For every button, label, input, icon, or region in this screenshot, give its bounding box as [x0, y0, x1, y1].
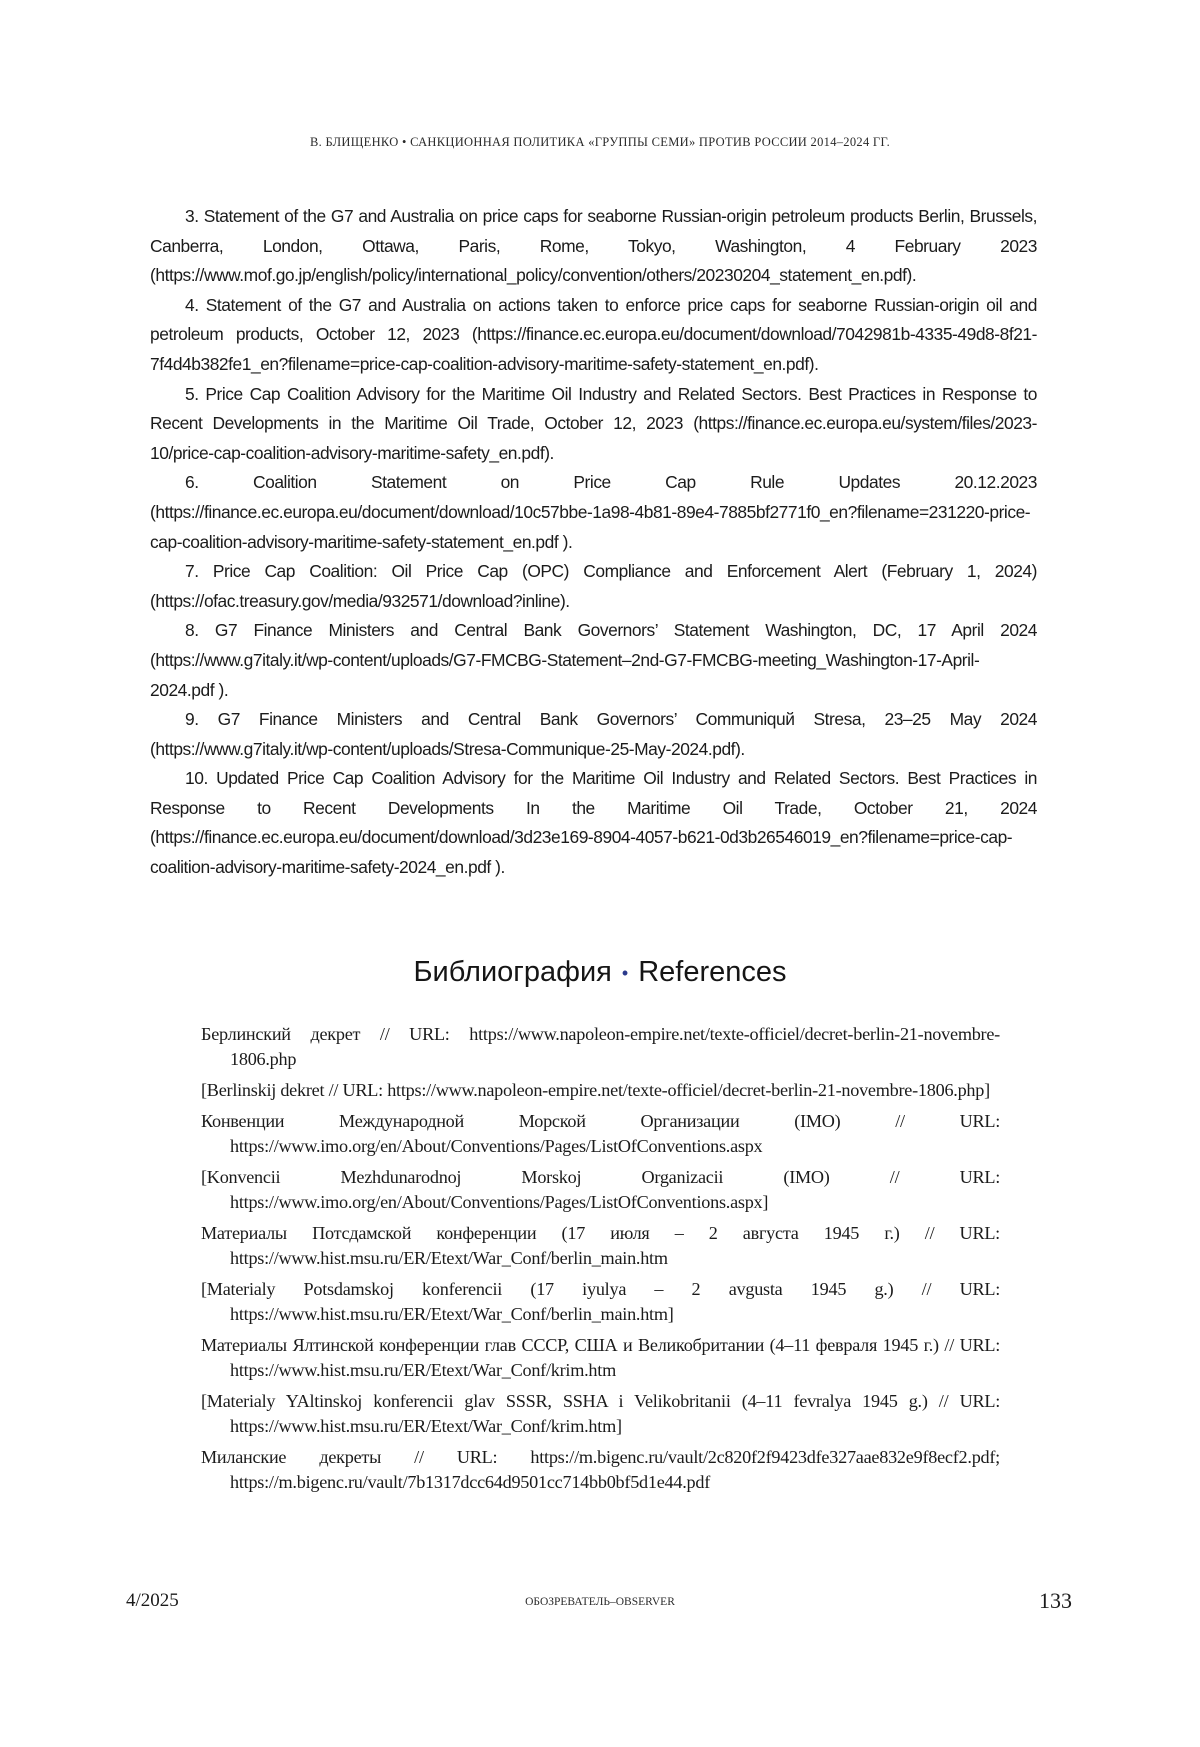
running-head: В. БЛИЩЕНКО • САНКЦИОННАЯ ПОЛИТИКА «ГРУППЫ СЕМИ» ПРОТИВ РОССИИ 2014–2024 ГГ. — [309, 135, 891, 149]
endnote-7: 7. Price Cap Coalition: Oil Price Cap (OPC) Compliance and Enforcement Alert (February 1, 2024) (https://ofac.treasury.gov/media/932571/download?inline). — [150, 561, 1037, 611]
footer-issue: 4/2025 — [126, 1590, 179, 1611]
endnote-6: 6. Coalition Statement on Price Cap Rule Updates 20.12.2023 (https://finance.ec.europa.eu/document/download/10c57bbe-1a98-4b81-89e4-7885bf2771f0_en?filename=231220-price-cap-coalition-advisory-maritime-safety-statement_en.pdf ). — [150, 472, 1037, 552]
reference-entry: [Materialy Potsdamskoj konferencii (17 iyulya – 2 avgusta 1945 g.) // URL: https://www.hist.msu.ru/ER/Etext/War_Conf/berlin_main.htm] — [201, 1279, 1000, 1324]
footer-journal-name: ОБОЗРЕВАТЕЛЬ–OBSERVER — [525, 1596, 675, 1608]
bibliography-heading — [0, 956, 1200, 989]
reference-entry: [Berlinskij dekret // URL: https://www.napoleon-empire.net/texte-officiel/decret-berlin-21-novembre-1806.php] — [201, 1080, 990, 1100]
endnote-10: 10. Updated Price Cap Coalition Advisory for the Maritime Oil Industry and Related Sectors. Best Practices in Response to Recent Developments In the Maritime Oil Trade, October 21, 2024 (https://finance.ec.europa.eu/document/download/3d23e169-8904-4057-b621-0d3b26546019_en?filename=price-cap-coalition-advisory-maritime-safety-2024_en.pdf ). — [150, 768, 1037, 878]
bibliography-heading-en: References — [638, 956, 787, 988]
endnote-9: 9. G7 Finance Ministers and Central Bank Governors’ Communiquй Stresa, 23–25 May 2024 (https://www.g7italy.it/wp-content/uploads/Stresa-Communique-25-May-2024.pdf). — [150, 709, 1037, 759]
endnote-8: 8. G7 Finance Ministers and Central Bank Governors’ Statement Washington, DC, 17 April 2024 (https://www.g7italy.it/wp-content/uploads/G7-FMCBG-Statement–2nd-G7-FMCBG-meeting_Washington-17-April-2024.pdf ). — [150, 620, 1037, 700]
reference-entry: [Materialy YAltinskoj konferencii glav SSSR, SSHA i Velikobritanii (4–11 fevralya 1945 g.) // URL: https://www.hist.msu.ru/ER/Etext/War_Conf/krim.htm] — [201, 1391, 1000, 1436]
endnote-4: 4. Statement of the G7 and Australia on actions taken to enforce price caps for seaborne Russian-origin oil and petroleum products, October 12, 2023 (https://finance.ec.europa.eu/document/download/7042981b-4335-49d8-8f21-7f4d4b382fe1_en?filename=price-cap-coalition-advisory-maritime-safety-statement_en.pdf). — [150, 294, 1037, 374]
endnote-5: 5. Price Cap Coalition Advisory for the Maritime Oil Industry and Related Sectors. Best Practices in Response to Recent Developments in the Maritime Oil Trade, October 12, 2023 (https://finance.ec.europa.eu/system/files/2023-10/price-cap-coalition-advisory-maritime-safety_en.pdf). — [150, 383, 1037, 463]
bibliography-heading-ru: Библиография — [413, 956, 612, 988]
reference-entry: Берлинский декрет // URL: https://www.napoleon-empire.net/texte-officiel/decret-berlin-21-novembre-1806.php — [201, 1024, 1000, 1069]
reference-entry: Миланские декреты // URL: https://m.bigenc.ru/vault/2c820f2f9423dfe327aae832e9f8ecf2.pdf; https://m.bigenc.ru/vault/7b1317dcc64d9501cc714bb0bf5d1e44.pdf — [201, 1447, 1000, 1492]
reference-entry: Материалы Потсдамской конференции (17 июля – 2 августа 1945 г.) // URL: https://www.hist.msu.ru/ER/Etext/War_Conf/berlin_main.htm — [201, 1223, 1000, 1268]
page-number: 133 — [1039, 1588, 1072, 1613]
endnote-3: 3. Statement of the G7 and Australia on price caps for seaborne Russian-origin petroleum products Berlin, Brussels, Canberra, London, Ottawa, Paris, Rome, Tokyo, Washington, 4 February 2023 (https://www.mof.go.jp/english/policy/international_policy/convention/others/20230204_statement_en.pdf). — [150, 206, 1037, 286]
reference-entry: Материалы Ялтинской конференции глав СССР, США и Великобритании (4–11 февраля 1945 г.) // URL: https://www.hist.msu.ru/ER/Etext/War_Conf/krim.htm — [201, 1335, 1000, 1380]
bullet-separator-icon: • — [621, 962, 629, 983]
endnotes — [150, 202, 1037, 883]
reference-entry: Конвенции Международной Морской Организации (IMO) // URL: https://www.imo.org/en/About/Conventions/Pages/ListOfConventions.aspx — [201, 1111, 1000, 1156]
reference-list — [201, 1022, 1000, 1501]
reference-entry: [Konvencii Mezhdunarodnoj Morskoj Organizacii (IMO) // URL: https://www.imo.org/en/About/Conventions/Pages/ListOfConventions.aspx] — [201, 1167, 1000, 1212]
